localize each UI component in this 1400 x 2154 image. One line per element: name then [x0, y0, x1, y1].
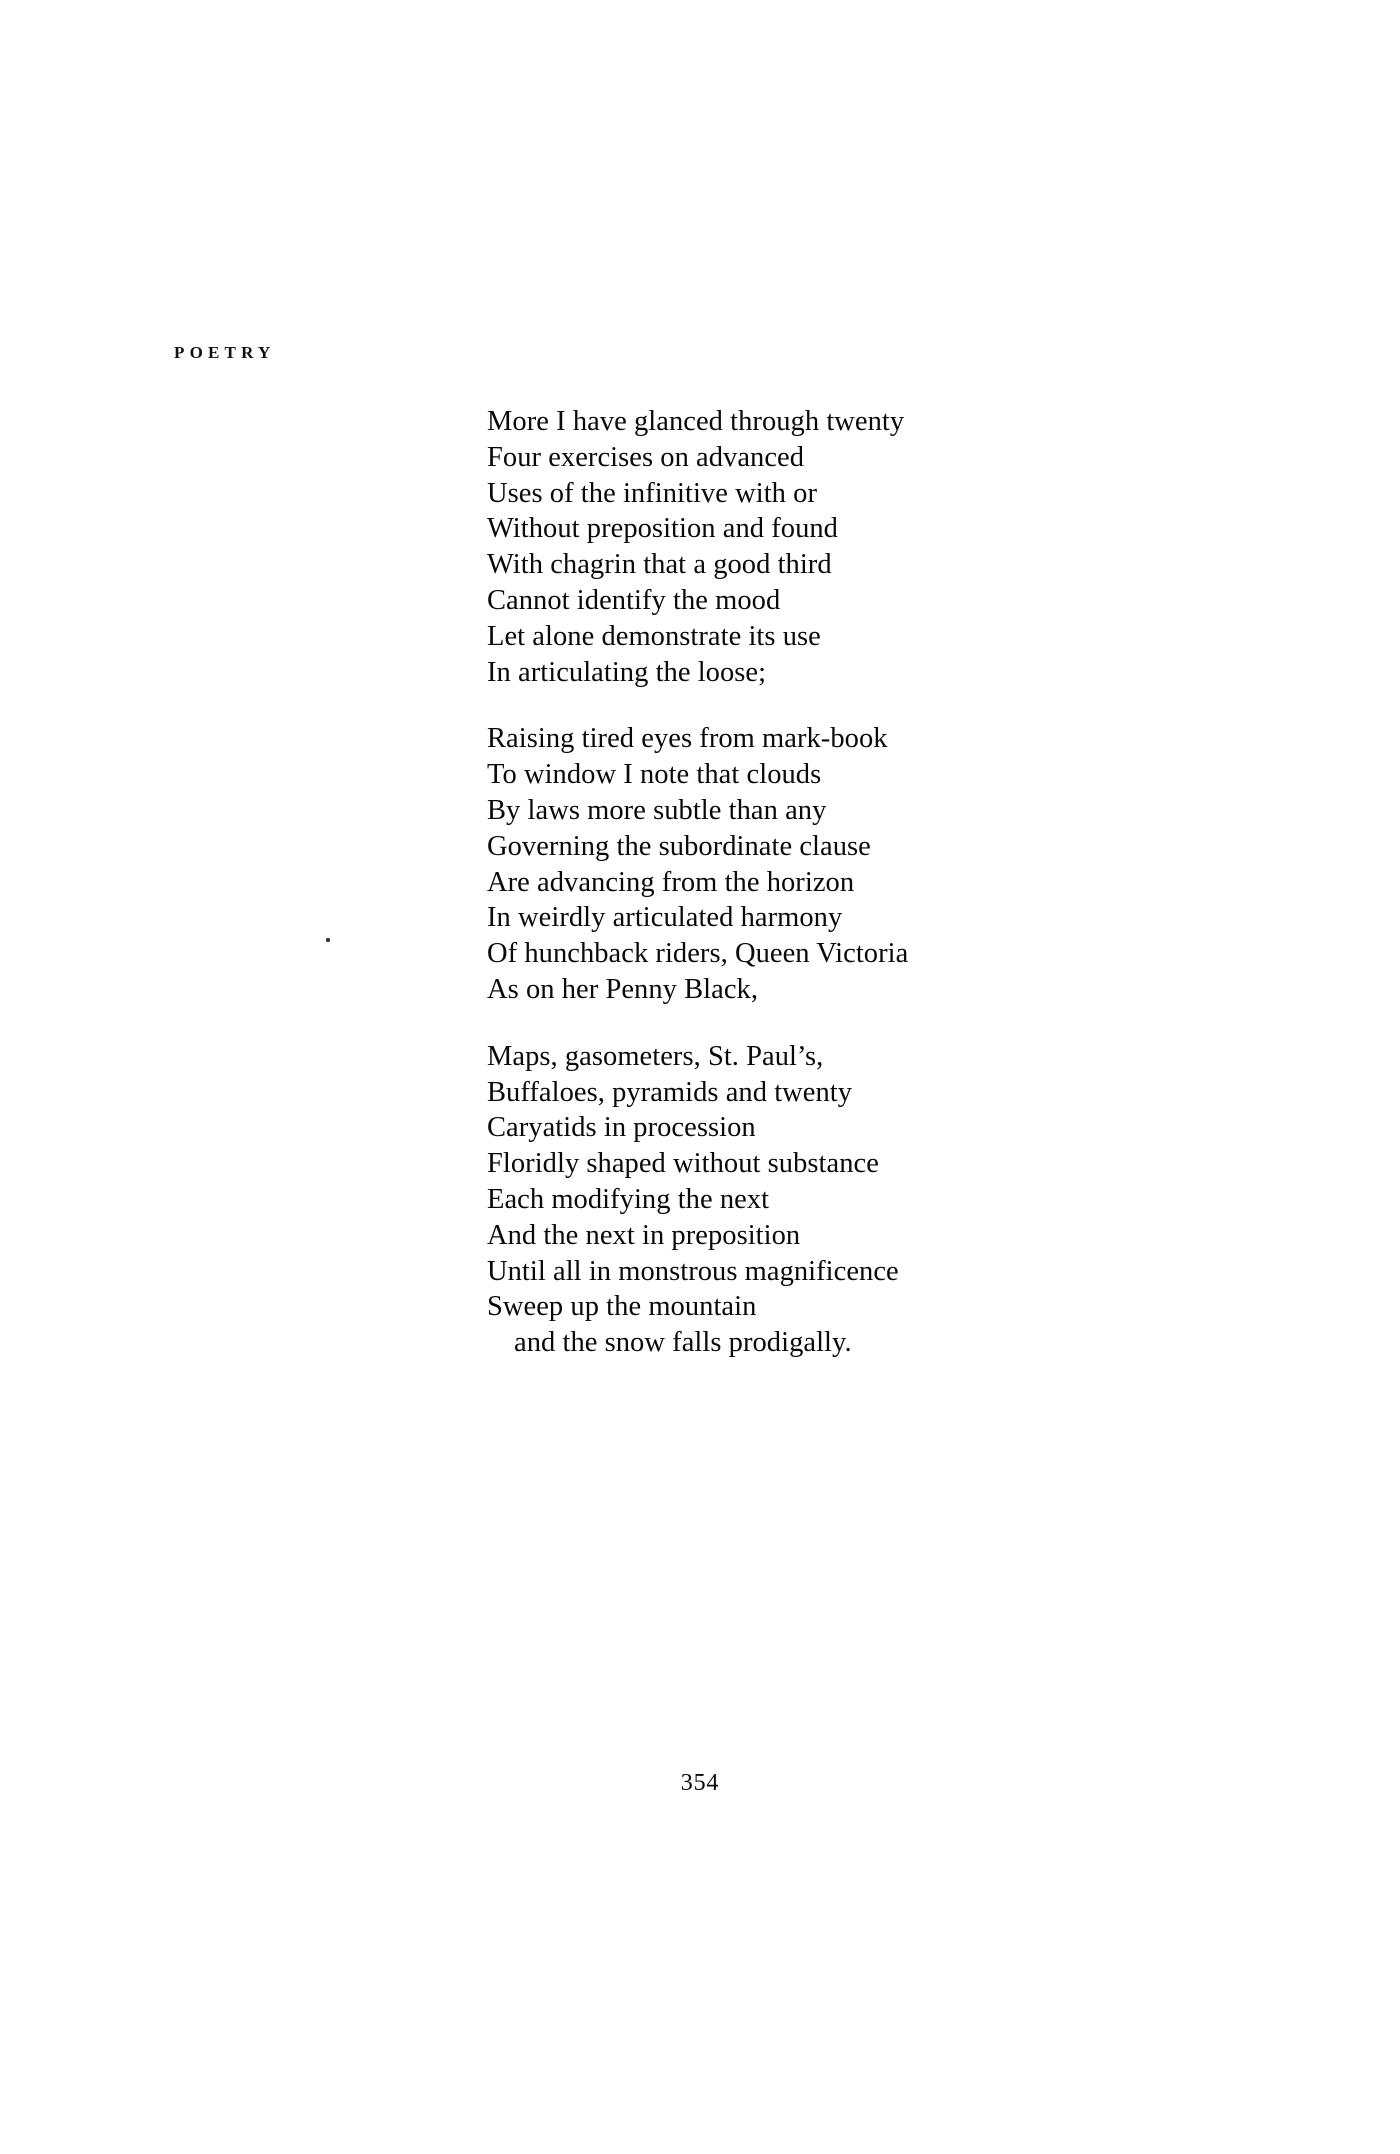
poem-line: By laws more subtle than any	[487, 794, 827, 826]
poem-line: Until all in monstrous magnificence	[487, 1255, 899, 1287]
poem-line: And the next in preposition	[487, 1219, 801, 1251]
scan-artifact-speck	[326, 938, 330, 942]
poem-line: As on her Penny Black,	[487, 973, 759, 1005]
poem-line: Cannot identify the mood	[487, 584, 781, 616]
poem-line: Four exercises on advanced	[487, 441, 805, 473]
poem-line: Are advancing from the horizon	[487, 866, 855, 898]
running-head: POETRY	[174, 343, 276, 362]
poem-line: In weirdly articulated harmony	[487, 902, 843, 934]
poem-line: Each modifying the next	[487, 1183, 770, 1215]
poem-line: Caryatids in procession	[487, 1112, 756, 1144]
poem-line: Uses of the infinitive with or	[487, 477, 817, 509]
poem-line: More I have glanced through twenty	[487, 406, 905, 437]
poem-line: Without preposition and found	[487, 513, 838, 545]
poem-body	[487, 404, 1187, 1361]
poem-line: Let alone demonstrate its use	[487, 620, 821, 652]
poem-line: and the snow falls prodigally.	[514, 1327, 852, 1359]
poem-line: Governing the subordinate clause	[487, 830, 871, 862]
poem-line: Of hunchback riders, Queen Victoria	[487, 938, 909, 970]
poem-line: In articulating the loose;	[487, 656, 767, 688]
poem-line: Floridly shaped without substance	[487, 1148, 879, 1180]
poem-line: Buffaloes, pyramids and twenty	[487, 1076, 853, 1108]
poem-stanza	[487, 721, 1187, 1007]
poem-line: To window I note that clouds	[487, 759, 822, 791]
poem-line: With chagrin that a good third	[487, 549, 832, 581]
page-number: 354	[680, 1770, 720, 1796]
poem-line: Sweep up the mountain	[487, 1291, 757, 1323]
poem-stanza	[487, 1039, 1187, 1361]
poem-stanza	[487, 404, 1187, 690]
poem-line: Maps, gasometers, St. Paul’s,	[487, 1040, 824, 1072]
poem-line: Raising tired eyes from mark-book	[487, 723, 888, 755]
